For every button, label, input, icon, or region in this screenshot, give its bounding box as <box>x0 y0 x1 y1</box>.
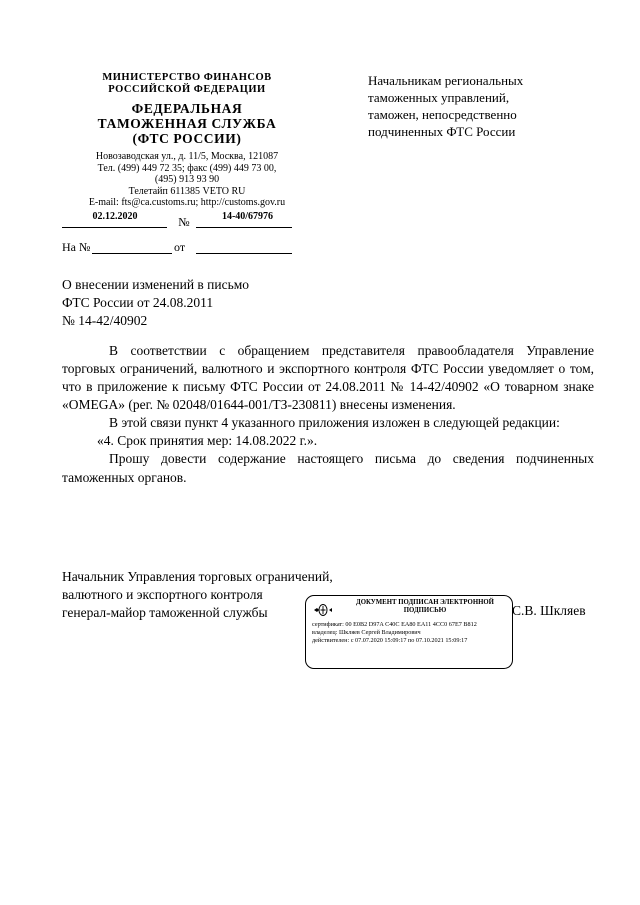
stamp-title: ДОКУМЕНТ ПОДПИСАН ЭЛЕКТРОННОЙ ПОДПИСЬЮ <box>356 599 494 615</box>
certificate-validity: действителен: с 07.07.2020 15:09:17 по 07.10.2021 15:09:17 <box>312 636 468 644</box>
number-sign: № <box>178 215 190 229</box>
electronic-signature-stamp <box>305 595 513 669</box>
reference-from: от <box>174 240 186 254</box>
agency-name: ФЕДЕРАЛЬНАЯ ТАМОЖЕННАЯ СЛУЖБА (ФТС РОССИИ) <box>97 101 277 147</box>
reference-line <box>62 240 312 260</box>
reference-date-blank <box>196 253 292 254</box>
signatory-name: С.В. Шкляев <box>512 603 586 618</box>
ministry-name: МИНИСТЕРСТВО ФИНАНСОВ РОССИЙСКОЙ ФЕДЕРАЦИИ <box>102 72 272 96</box>
signatory-position: Начальник Управления торговых ограничений, валютного и экспортного контроля генерал-майор таможенной службы <box>62 569 333 621</box>
certificate-owner: владелец: Шкляев Сергей Владимирович <box>312 629 421 637</box>
stamp-details <box>312 621 506 644</box>
reference-prefix: На № <box>62 240 91 254</box>
date-underline <box>62 227 167 228</box>
registration-line <box>62 211 312 231</box>
letterhead <box>62 72 312 209</box>
agency-contacts: Новозаводская ул., д. 11/5, Москва, 121087 Тел. (499) 449 72 35; факс (499) 449 73 00, (495) 913 93 90 Телетайп 611385 VETO RU E-mail: fts@ca.customs.ru; http://customs.gov.ru <box>88 151 286 209</box>
body-paragraph: Прошу довести содержание настоящего письма до сведения подчиненных таможенных органов. <box>62 451 594 485</box>
number-underline <box>196 227 292 228</box>
document-date: 02.12.2020 <box>92 211 138 222</box>
reference-number-blank <box>92 253 172 254</box>
seal-emblem-icon <box>312 602 334 618</box>
addressee: Начальникам региональных таможенных управлений, таможен, непосредственно подчиненных ФТС России <box>368 73 524 140</box>
letter-body <box>62 342 594 487</box>
body-paragraph: В соответствии с обращением представителя правообладателя Управление торговых ограничений, валютного и экспортного контроля ФТС России уведомляет о том, что в приложение к письму ФТС России от 24.08.2011 № 14-42/40902 «О товарном знаке «OMEGA» (рег. № 02048/01644-001/ТЗ-230811) внесены изменения. <box>62 343 594 413</box>
document-number: 14-40/67976 <box>221 211 274 222</box>
body-paragraph: «4. Срок принятия мер: 14.08.2022 г.». <box>97 433 318 449</box>
letter-subject: О внесении изменений в письмо ФТС России от 24.08.2011 № 14-42/40902 <box>62 277 250 329</box>
certificate-id: сертификат: 00 E0B2 D97A C40C EA80 EA11 4CC0 67E7 B812 <box>312 621 477 629</box>
body-paragraph: В этой связи пункт 4 указанного приложения изложен в следующей редакции: <box>109 415 560 431</box>
